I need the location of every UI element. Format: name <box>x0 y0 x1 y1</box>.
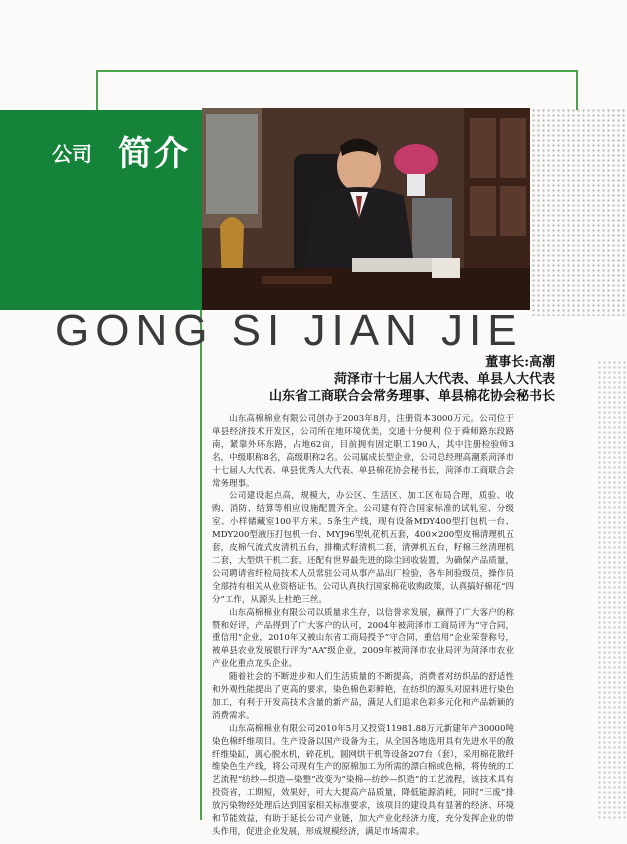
chairman-caption <box>269 354 555 405</box>
title-small: 公司 <box>52 142 92 166</box>
paragraph-1: 山东高棉棉业有限公司创办于2003年8月，注册资本3000万元。公司位于单县经济技术开发区，公司所在地环境优美，交通十分便利 位于舜师路东段路南，紧靠外环东路，占地62亩，目前拥有固定职工190人，其中注册检验师3名，中级职称8名，高级职称2名。公司属成长型企业，公司总经理高潮系菏泽市十七届人大代表、单县优秀人大代表、单县棉花协会秘书长，菏泽市工商联合会常务理事。 <box>212 414 514 489</box>
paragraph-3: 山东高棉棉业有限公司以质量求生存，以信誉求发展，赢得了广大客户的称赞和好评，产品得到了广大客户的认可，2004年被菏泽市工商局评为“守合同，重信用”企业，2010年又被山东省工商局授予“守合同，重信用”企业荣誉称号，被单县农业发展银行评为“AA”级企业，2009年被菏泽市农业局评为菏泽市农业产业化重点龙头企业。 <box>212 607 514 670</box>
green-frame-left <box>200 300 202 820</box>
dot-pattern-decoration <box>531 108 627 316</box>
dot-pattern-decoration-lower <box>597 360 627 820</box>
title-big: 简介 <box>118 134 190 174</box>
chairman-photo <box>202 108 530 310</box>
paragraph-5: 山东高棉棉业有限公司2010年5月又投资11981.88万元新建年产30000吨染色棉纤维项目。生产设备以国产设备为主，从全国各地选用具有先进水平的散纤维染缸，离心脱水机，碎花机，圆网烘干机等设备207台（套），采用棉花散纤维染色生产线，将公司现有生产的原棉加工为所需的漂白棉或色棉，将传统的工艺流程“纺纱—织造—染整”改变为“染棉—纺纱—织造”的工艺流程，该技术具有投资省，工期短，效果好，可大大提高产品质量，降低能源消耗，同时“三废”排放污染物经处理后达到国家相关标准要求，该项目的建设具有显著的经济、环境和节能效益，有助于延长公司产业链，加大产业化经济力度，充分发挥企业的带头作用，促进企业发展，形成规模经济，满足市场需求。 <box>212 723 514 837</box>
caption-line-1: 董事长:高潮 <box>485 355 555 370</box>
green-frame-right <box>576 70 578 110</box>
caption-line-2: 菏泽市十七届人大代表、单县人大代表 <box>333 372 555 387</box>
caption-line-3: 山东省工商联合会常务理事、单县棉花协会秘书长 <box>268 389 555 404</box>
green-frame-top <box>96 70 578 112</box>
paragraph-4: 随着社会的不断进步和人们生活质量的不断提高，消费者对纺织品的舒适性和外观性能提出了更高的要求，染色棉色彩鲜艳，在纺织的源头对原料进行染色加工，有利于开发高技术含量的新产品，满足人们追求色彩多元化和产品新颖的消费需求。 <box>212 672 514 721</box>
pinyin-heading: GONG SI JIAN JIE <box>55 306 523 355</box>
paragraph-2: 公司建设起点高，规模大，办公区、生活区、加工区布局合理，质验、收购、消防、结算等相应设施配置齐全。公司建有符合国家标准的试轧室、分级室、小样储藏室100平方米。5条生产线，现有设备MDY400型打包机一台、MDY200型液压打包机一台、MYJ96型轧花机五套，400×200型皮棉清理机五套，皮棉气流式皮清机五台，排椭式籽清机二套，清弹机五台，籽棉三丝清理机二套，大型烘干机二套。还配有世界最先进的除尘回收装置，为确保产品质量，公司聘请省纤检局技术人员常驻公司从事产品出厂检验，各车间验级员，操作员全部持有相关从业资格证书。公司认真执行国家棉花收购政策，认真搞好棉花“四分”工作，从源头上杜绝三丝。 <box>212 491 514 605</box>
article-body <box>212 413 514 839</box>
